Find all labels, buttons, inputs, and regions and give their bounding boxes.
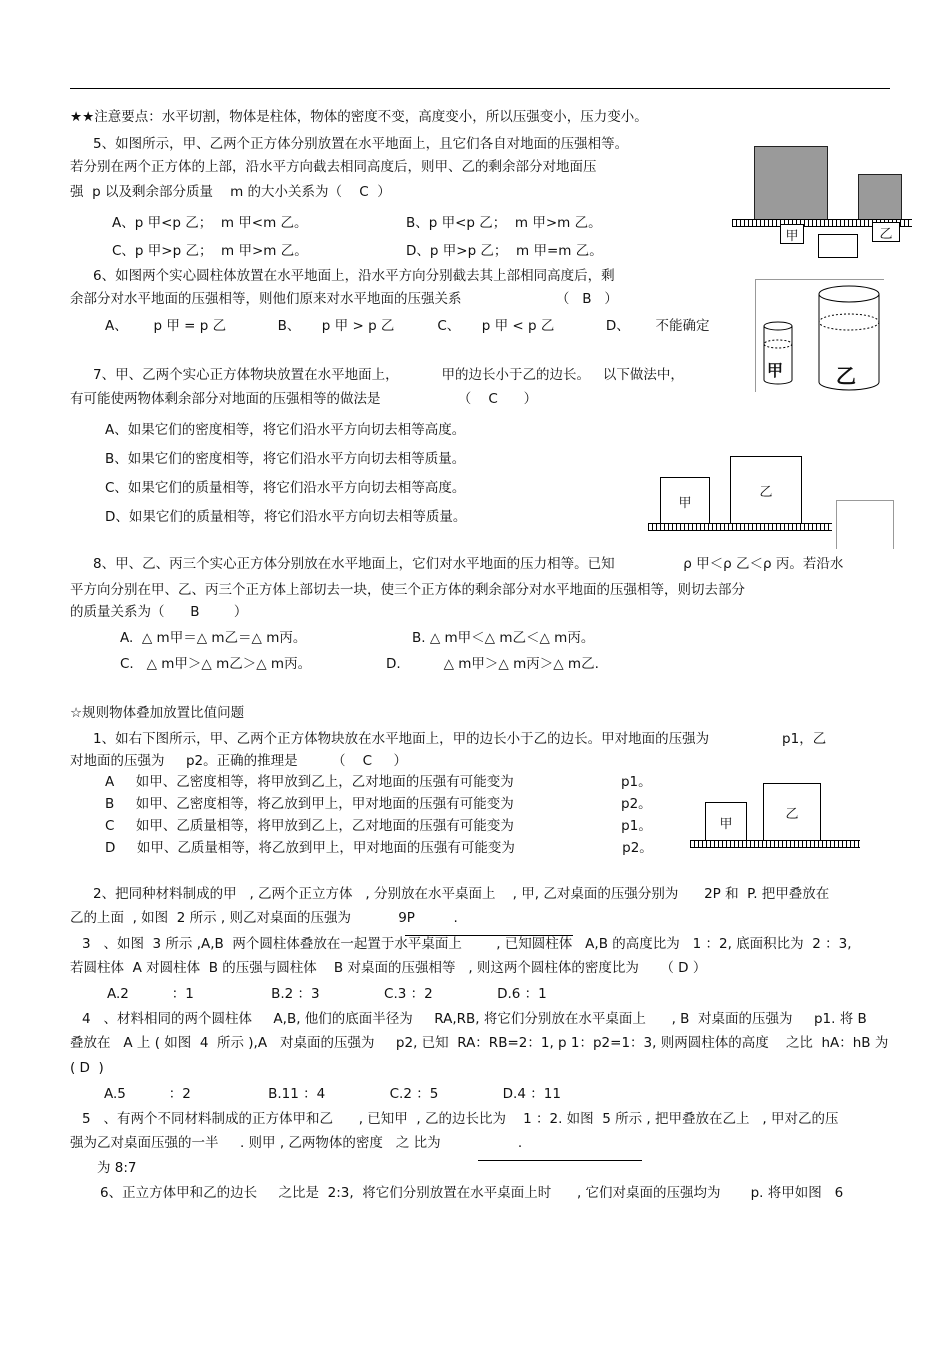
line-s6a: 6、正立方体甲和乙的边长 之比是 2:3, 将它们分别放置在水平桌面上时 , 它们对桌面的压强均为 p. 将甲如图 6 [100, 1185, 844, 1201]
line-q8D: D. △ m甲＞△ m丙＞△ m乙. [386, 656, 599, 672]
line-q8c: 的质量关系为（ B ） [70, 604, 248, 620]
cube-small [858, 174, 902, 220]
line-q8a: 8、甲、乙、丙三个实心正方体分别放在水平地面上，它们对水平地面的压力相等。已知 ρ 甲＜ρ 乙＜ρ 丙。若沿水 [93, 556, 844, 572]
line-q7C: C、如果它们的质量相等，将它们沿水平方向切去相等高度。 [105, 480, 466, 496]
line-s3b: 若圆柱体 A 对圆柱体 B 的压强与圆柱体 B 对桌面的压强相等 , 则这两个圆柱体的密度比为 （ D ） [70, 960, 707, 976]
figure-q6 [755, 279, 884, 392]
line-s2a: 2、把同种材料制成的甲 , 乙两个正立方体 , 分别放在水平桌面上 , 甲, 乙对桌面的压强分别为 2P 和 P. 把甲叠放在 [93, 886, 830, 902]
line-q5a: 5、如图所示，甲、乙两个正方体分别放置在水平地面上，且它们各自对地面的压强相等。 [93, 136, 629, 152]
line-s3o: A.2 ：1 B.2 ：3 C.3 ：2 D.6 ：1 [107, 986, 547, 1002]
line-s5c: 为 8:7 [97, 1160, 137, 1176]
line-q5D: D、p 甲>p 乙； m 甲=m 乙。 [406, 243, 603, 259]
ground-line [690, 840, 860, 848]
line-s3a: 3 、如图 3 所示 ,A,B 两个圆柱体叠放在一起置于水平桌面上 , 已知圆柱体 A,B 的高度比为 1 ：2, 底面积比为 2 ：3, [82, 936, 852, 952]
line-s1C: C 如甲、乙质量相等，将甲放到乙上，乙对地面的压强有可能变为 p1。 [105, 818, 652, 834]
line-s1b: 对地面的压强为 p2。正确的推理是 （ C ） [70, 753, 407, 769]
line-s1D: D 如甲、乙质量相等，将乙放到甲上，甲对地面的压强有可能变为 p2。 [105, 840, 653, 856]
line-q7D: D、如果它们的质量相等，将它们沿水平方向切去相等质量。 [105, 509, 467, 525]
label-yi: 乙 [872, 222, 900, 242]
line-s1A: A 如甲、乙密度相等，将甲放到乙上，乙对地面的压强有可能变为 p1。 [105, 774, 652, 790]
line-q5A: A、p 甲<p 乙； m 甲<m 乙。 [112, 215, 308, 231]
line-q8A: A. △ m甲＝△ m乙＝△ m丙。 [120, 630, 307, 646]
line-s1a: 1、如右下图所示，甲、乙两个正方体物块放在水平地面上，甲的边长小于乙的边长。甲对地面的压强为 p1，乙 [93, 731, 827, 747]
line-note: ★★注意要点：水平切割，物体是柱体，物体的密度不变，高度变小，所以压强变小，压力变小。 [70, 109, 648, 125]
figure-s1 [690, 780, 860, 850]
line-s1B: B 如甲、乙密度相等，将乙放到甲上，甲对地面的压强有可能变为 p2。 [105, 796, 652, 812]
line-s2b: 乙的上面 , 如图 2 所示 , 则乙对桌面的压强为 9P . [70, 910, 458, 926]
line-q7A: A、如果它们的密度相等，将它们沿水平方向切去相等高度。 [105, 422, 466, 438]
line-q6a: 6、如图两个实心圆柱体放置在水平地面上，沿水平方向分别截去其上部相同高度后，剩 [93, 268, 615, 284]
line-q8C: C. △ m甲＞△ m乙＞△ m丙。 [120, 656, 312, 672]
line-q8b: 平方向分别在甲、乙、丙三个正方体上部切去一块，使三个正方体的剩余部分对水平地面的压强相等，则切去部分 [70, 582, 745, 598]
line-s4b: 叠放在 A 上 ( 如图 4 所示 ),A 对桌面的压强为 p2, 已知 RA：RB=2：1, p 1：p2=1：3, 则两圆柱体的高度 之比 hA：hB 为 [70, 1035, 889, 1051]
figure-q5 [732, 144, 912, 259]
line-q6b: 余部分对水平地面的压强相等，则他们原来对水平地面的压强关系 （ B ） [70, 291, 618, 307]
label-jia: 甲 [780, 224, 804, 244]
line-sec: ☆规则物体叠加放置比值问题 [70, 705, 245, 721]
line-q5B: B、p 甲<p 乙； m 甲>m 乙。 [406, 215, 602, 231]
cyl-label-jia: 甲 [767, 361, 784, 380]
answer-underline-2 [405, 935, 573, 936]
frame-corner [836, 500, 894, 549]
line-s5b: 强为乙对桌面压强的一半 . 则甲 , 乙两物体的密度 之 比为 . [70, 1135, 523, 1151]
cube-large [754, 146, 828, 220]
empty-box [818, 234, 858, 258]
line-s4c: ( D ) [70, 1060, 104, 1076]
line-q6o: A、 p 甲 = p 乙 B、 p 甲 > p 乙 C、 p 甲 < p 乙 D、 不能确定 [105, 318, 710, 334]
cube-yi: 乙 [763, 783, 821, 842]
figure-q7 [648, 452, 896, 548]
top-rule [70, 88, 890, 89]
line-s5a: 5 、有两个不同材料制成的正方体甲和乙 , 已知甲 , 乙的边长比为 1 ：2. 如图 5 所示 , 把甲叠放在乙上 , 甲对乙的压 [82, 1111, 839, 1127]
cube-jia: 甲 [660, 477, 710, 525]
cube-yi: 乙 [730, 456, 802, 525]
line-q5c: 强 p 以及剩余部分质量 m 的大小关系为（ C ） [70, 184, 391, 200]
line-s4a: 4 、材料相同的两个圆柱体 A,B, 他们的底面半径为 RA,RB, 将它们分别放在水平桌面上 , B 对桌面的压强为 p1. 将 B [82, 1011, 867, 1027]
line-q8B: B. △ m甲＜△ m乙＜△ m丙。 [412, 630, 595, 646]
line-q5b: 若分别在两个正方体的上部，沿水平方向截去相同高度后，则甲、乙的剩余部分对地面压 [70, 159, 597, 175]
answer-underline-5 [478, 1160, 642, 1161]
line-q7b: 有可能使两物体剩余部分对地面的压强相等的做法是 （ C ） [70, 391, 538, 407]
cube-jia: 甲 [705, 802, 747, 842]
line-s4o: A.5 ：2 B.11 ：4 C.2 ：5 D.4 ：11 [104, 1086, 561, 1102]
line-q7B: B、如果它们的密度相等，将它们沿水平方向切去相等质量。 [105, 451, 466, 467]
line-q5C: C、p 甲>p 乙； m 甲>m 乙。 [112, 243, 308, 259]
line-q7a: 7、甲、乙两个实心正方体物块放置在水平地面上， 甲的边长小于乙的边长。 以下做法中， [93, 367, 684, 383]
ground-line [648, 523, 832, 531]
cyl-label-yi: 乙 [836, 364, 856, 388]
